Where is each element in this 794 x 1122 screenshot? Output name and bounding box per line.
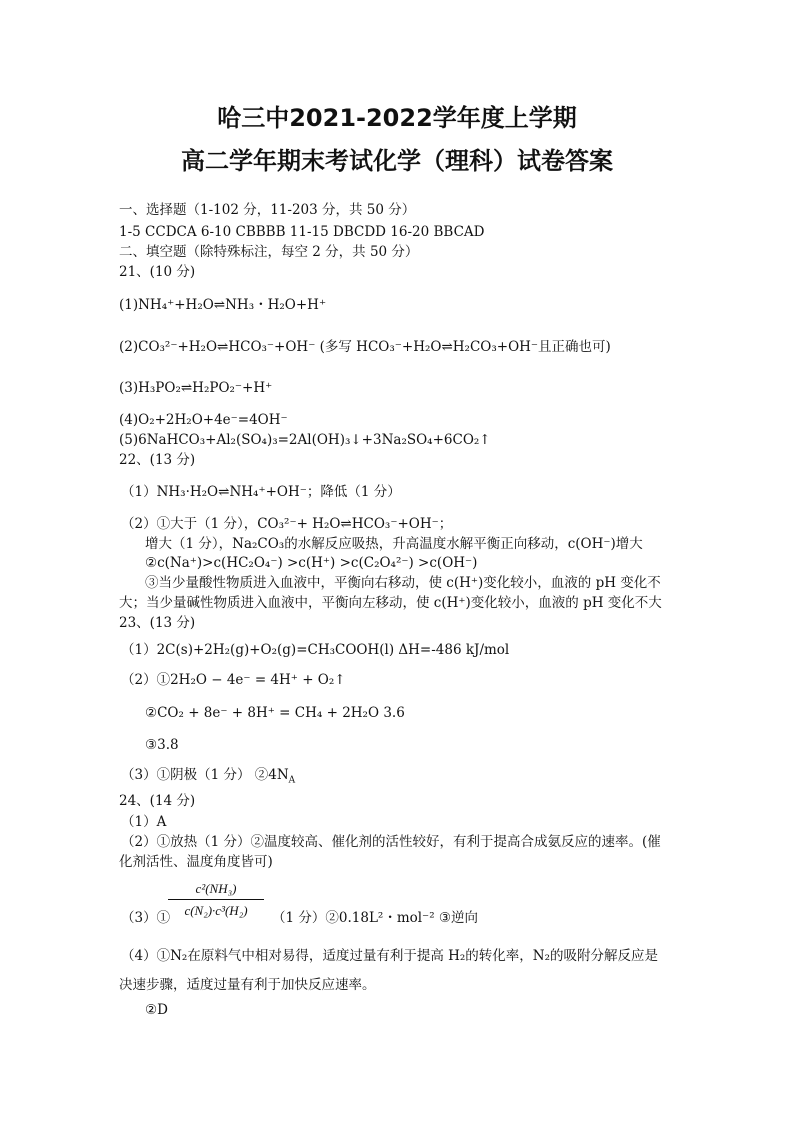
equilibrium-constant-formula [168,880,264,920]
answer-line: ③当少量酸性物质进入血液中，平衡向右移动，使 c(H⁺)变化较小，血液的 pH 变化不 [145,575,661,591]
answer-line: (4)O₂+2H₂O+4e⁻=4OH⁻ [119,412,288,428]
answer-line: （4）①N₂在原料气中相对易得，适度过量有利于提高 H₂的转化率，N₂的吸附分解反应是 [121,948,659,964]
question-heading: 24、(14 分) [119,793,196,809]
answer-line: 决速步骤，适度过量有利于加快反应速率。 [119,977,376,993]
answer-line: ②c(Na⁺)>c(HC₂O₄⁻) >c(H⁺) >c(C₂O₄²⁻) >c(OH⁻) [145,555,478,571]
page-subtitle: 高二学年期末考试化学（理科）试卷答案 [181,147,613,175]
answer-line: （2）①2H₂O − 4e⁻ = 4H⁺ + O₂↑ [121,672,346,688]
formula-denominator: c(N₂)·c³(H₂) [184,903,248,918]
section-heading: 一、选择题（1-102 分，11-203 分，共 50 分） [119,202,416,218]
answer-line: （3）① [121,910,171,926]
answer-line: （1 分）②0.18L²・mol⁻² ③逆向 [272,910,478,926]
question-heading: 21、(10 分) [119,264,196,280]
answer-line: (3)H₃PO₂⇌H₂PO₂⁻+H⁺ [119,380,273,396]
answer-line: (5)6NaHCO₃+Al₂(SO₄)₃=2Al(OH)₃↓+3Na₂SO₄+6CO₂↑ [119,432,491,448]
question-heading: 22、(13 分) [119,452,196,468]
answer-line: （2）①大于（1 分），CO₃²⁻+ H₂O⇌HCO₃⁻+OH⁻； [121,516,453,532]
section-heading: 二、填空题（除特殊标注，每空 2 分，共 50 分） [119,244,419,260]
page-title: 哈三中2021-2022学年度上学期 [217,104,577,132]
formula-numerator: c²(NH₃) [195,881,237,896]
answer-line: 1-5 CCDCA 6-10 CBBBB 11-15 DBCDD 16-20 BBCAD [119,224,485,240]
answer-line: （3）①阴极（1 分） $②4N_A$ [121,767,296,786]
answer-line: ②CO₂ + 8e⁻ + 8H⁺ = CH₄ + 2H₂O 3.6 [145,705,405,721]
answer-line: (2)CO₃²⁻+H₂O⇌HCO₃⁻+OH⁻ (多写 HCO₃⁻+H₂O⇌H₂CO₃+OH⁻且正确也可) [119,339,611,355]
answer-line: ②D [145,1002,168,1018]
answer-line: （1）A [121,814,167,830]
answer-line: 增大（1 分），Na₂CO₃的水解反应吸热，升高温度水解平衡正向移动，c(OH⁻)增大 [145,536,643,552]
answer-line: （2）①放热（1 分）②温度较高、催化剂的活性较好，有利于提高合成氨反应的速率。(催 [121,834,661,850]
answer-line: 大；当少量碱性物质进入血液中，平衡向左移动，使 c(H⁺)变化较小，血液的 pH 变化不大 [119,595,662,611]
fraction-bar [168,899,264,900]
question-heading: 23、(13 分) [119,615,196,631]
answer-line: 化剂活性、温度角度皆可) [119,854,273,870]
answer-line: (1)NH₄⁺+H₂O⇌NH₃・H₂O+H⁺ [119,297,327,313]
answer-line: ③3.8 [145,737,179,753]
answer-line: （1）NH₃·H₂O⇌NH₄⁺+OH⁻；降低（1 分） [121,484,401,500]
answer-line: （1）2C(s)+2H₂(g)+O₂(g)=CH₃COOH(l) ΔH=-486 kJ/mol [121,642,510,658]
